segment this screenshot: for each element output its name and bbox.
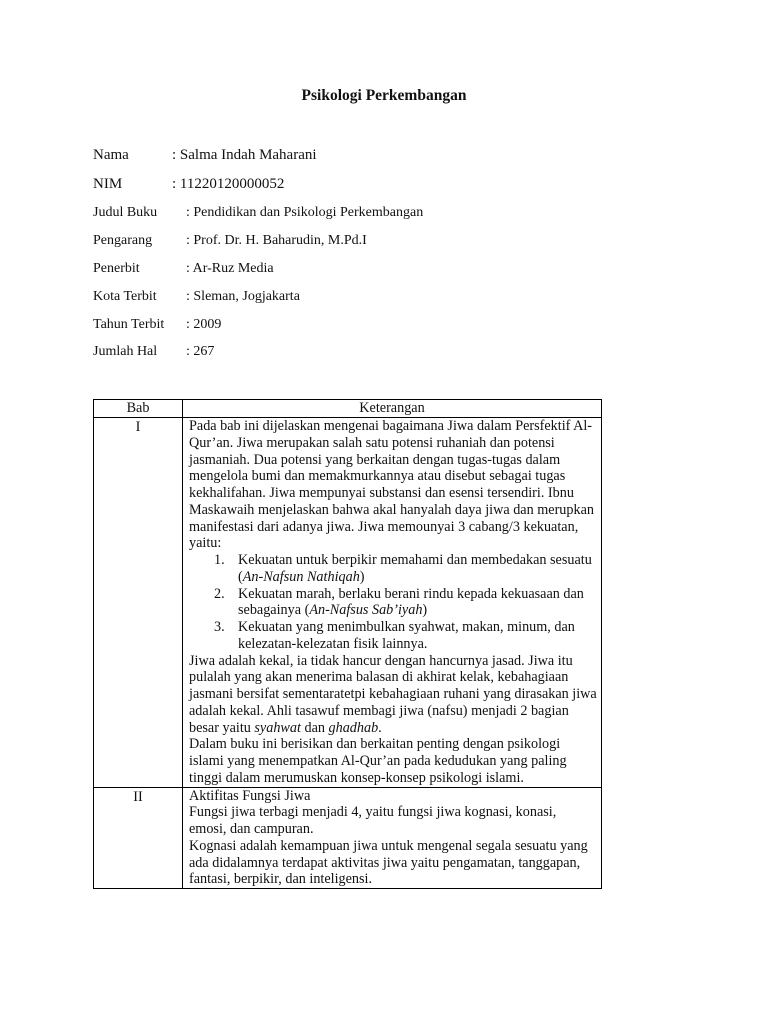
table-row <box>94 418 602 788</box>
list-number: 2. <box>214 585 225 602</box>
info-row-jumlah <box>93 344 215 360</box>
info-row-tahun <box>93 317 222 333</box>
info-label: Penerbit <box>93 261 140 276</box>
info-row-penerbit <box>93 261 274 277</box>
paragraph: Fungsi jiwa terbagi menjadi 4, yaitu fungsi jiwa kognasi, konasi, emosi, dan campuran. <box>189 804 557 837</box>
paragraph: Kognasi adalah kemampuan jiwa untuk mengenal segala sesuatu yang ada didalamnya terdapat aktivitas jiwa yaitu pengamatan, tanggapan, fantasi, berpikir, dan inteligensi. <box>189 837 588 888</box>
keterangan-cell <box>183 787 602 889</box>
info-value: : Pendidikan dan Psikologi Perkembangan <box>186 205 424 220</box>
list-number: 3. <box>214 619 225 635</box>
paragraph <box>189 653 597 737</box>
paragraph: Dalam buku ini berisikan dan berkaitan penting dengan psikologi islami yang menempatkan Al-Qur’an pada kedudukan yang paling tinggi dalam merumuskan konsep-konsep psikologi islami. <box>189 736 567 786</box>
document-title: Psikologi Perkembangan <box>301 87 467 104</box>
info-value: : 11220120000052 <box>172 176 285 192</box>
text-run: dan <box>300 719 329 736</box>
list-item <box>189 552 597 586</box>
list-text: Kekuatan marah, berlaku berani rindu kepada kekuasaan dan sebagainya ( <box>238 585 584 619</box>
info-label: Nama <box>93 147 129 163</box>
info-row-kota <box>93 289 300 305</box>
list-text: Kekuatan untuk berpikir memahami dan membedakan sesuatu ( <box>238 552 592 585</box>
info-label: NIM <box>93 176 123 192</box>
numbered-list <box>189 552 597 653</box>
list-item <box>189 586 597 620</box>
bab-cell: I <box>94 418 183 788</box>
list-text-end: ) <box>422 602 428 619</box>
info-row-pengarang <box>93 233 367 249</box>
info-row-nim <box>93 176 285 193</box>
text-run: . <box>378 719 382 736</box>
table-row <box>94 787 602 889</box>
info-row-nama <box>93 147 317 164</box>
text-run: Jiwa adalah kekal, ia tidak hancur dengan hancurnya jasad. Jiwa itu pulalah yang akan menerima balasan di akhirat kelak, kebahagiaan jasmani bersifat sementaratetpi kebahagiaan ruhani yang dirasakan jiwa adalah kekal. Ahli tasawuf membagi jiwa (nafsu) menjadi 2 bagian besar yaitu <box>189 652 597 736</box>
info-label: Pengarang <box>93 233 153 248</box>
column-header-bab: Bab <box>94 400 183 418</box>
bab-cell: II <box>94 787 183 889</box>
column-header-keterangan: Keterangan <box>183 400 602 418</box>
info-row-judul <box>93 205 424 221</box>
table-header-row <box>94 400 602 418</box>
section-heading: Aktifitas Fungsi Jiwa <box>189 787 311 804</box>
list-item <box>189 619 597 653</box>
paragraph: Pada bab ini dijelaskan mengenai bagaimana Jiwa dalam Persfektif Al-Qur’an. Jiwa merupakan salah satu potensi ruhaniah dan potensi jasmaniah. Dua potensi yang berkaitan dengan tugas-tugas dalam mengelola bumi dan memakmurkannya atau disebut sebagai tugas kekhalifahan. Jiwa mempunyai substansi dan esensi tersendiri. Ibnu Maskawaih menjelaskan bahwa akal hanyalah daya jiwa dan merupkan manifestasi dari adanya jiwa. Jiwa memounyai 3 cabang/3 kekuatan, yaitu: <box>189 418 594 552</box>
list-italic-term: An-Nafsus Sab’iyah <box>309 602 423 619</box>
bab-table <box>93 399 602 889</box>
keterangan-cell <box>183 418 602 788</box>
info-value: : Ar-Ruz Media <box>186 261 274 276</box>
info-label: Judul Buku <box>93 205 158 220</box>
info-label: Tahun Terbit <box>93 317 165 332</box>
italic-term: syahwat <box>254 719 301 736</box>
info-value: : 2009 <box>186 317 222 332</box>
italic-term: ghadhab <box>328 719 379 736</box>
info-label: Kota Terbit <box>93 289 157 304</box>
list-number: 1. <box>214 552 225 568</box>
info-value: : Sleman, Jogjakarta <box>186 289 300 304</box>
info-value: : 267 <box>186 344 215 359</box>
list-text: Kekuatan yang menimbulkan syahwat, makan, minum, dan kelezatan-kelezatan fisik lainnya. <box>238 619 575 652</box>
info-label: Jumlah Hal <box>93 344 158 359</box>
list-text-end: ) <box>359 568 365 585</box>
info-value: : Salma Indah Maharani <box>172 147 317 163</box>
list-italic-term: An-Nafsun Nathiqah <box>242 568 360 585</box>
info-value: : Prof. Dr. H. Baharudin, M.Pd.I <box>186 233 367 248</box>
